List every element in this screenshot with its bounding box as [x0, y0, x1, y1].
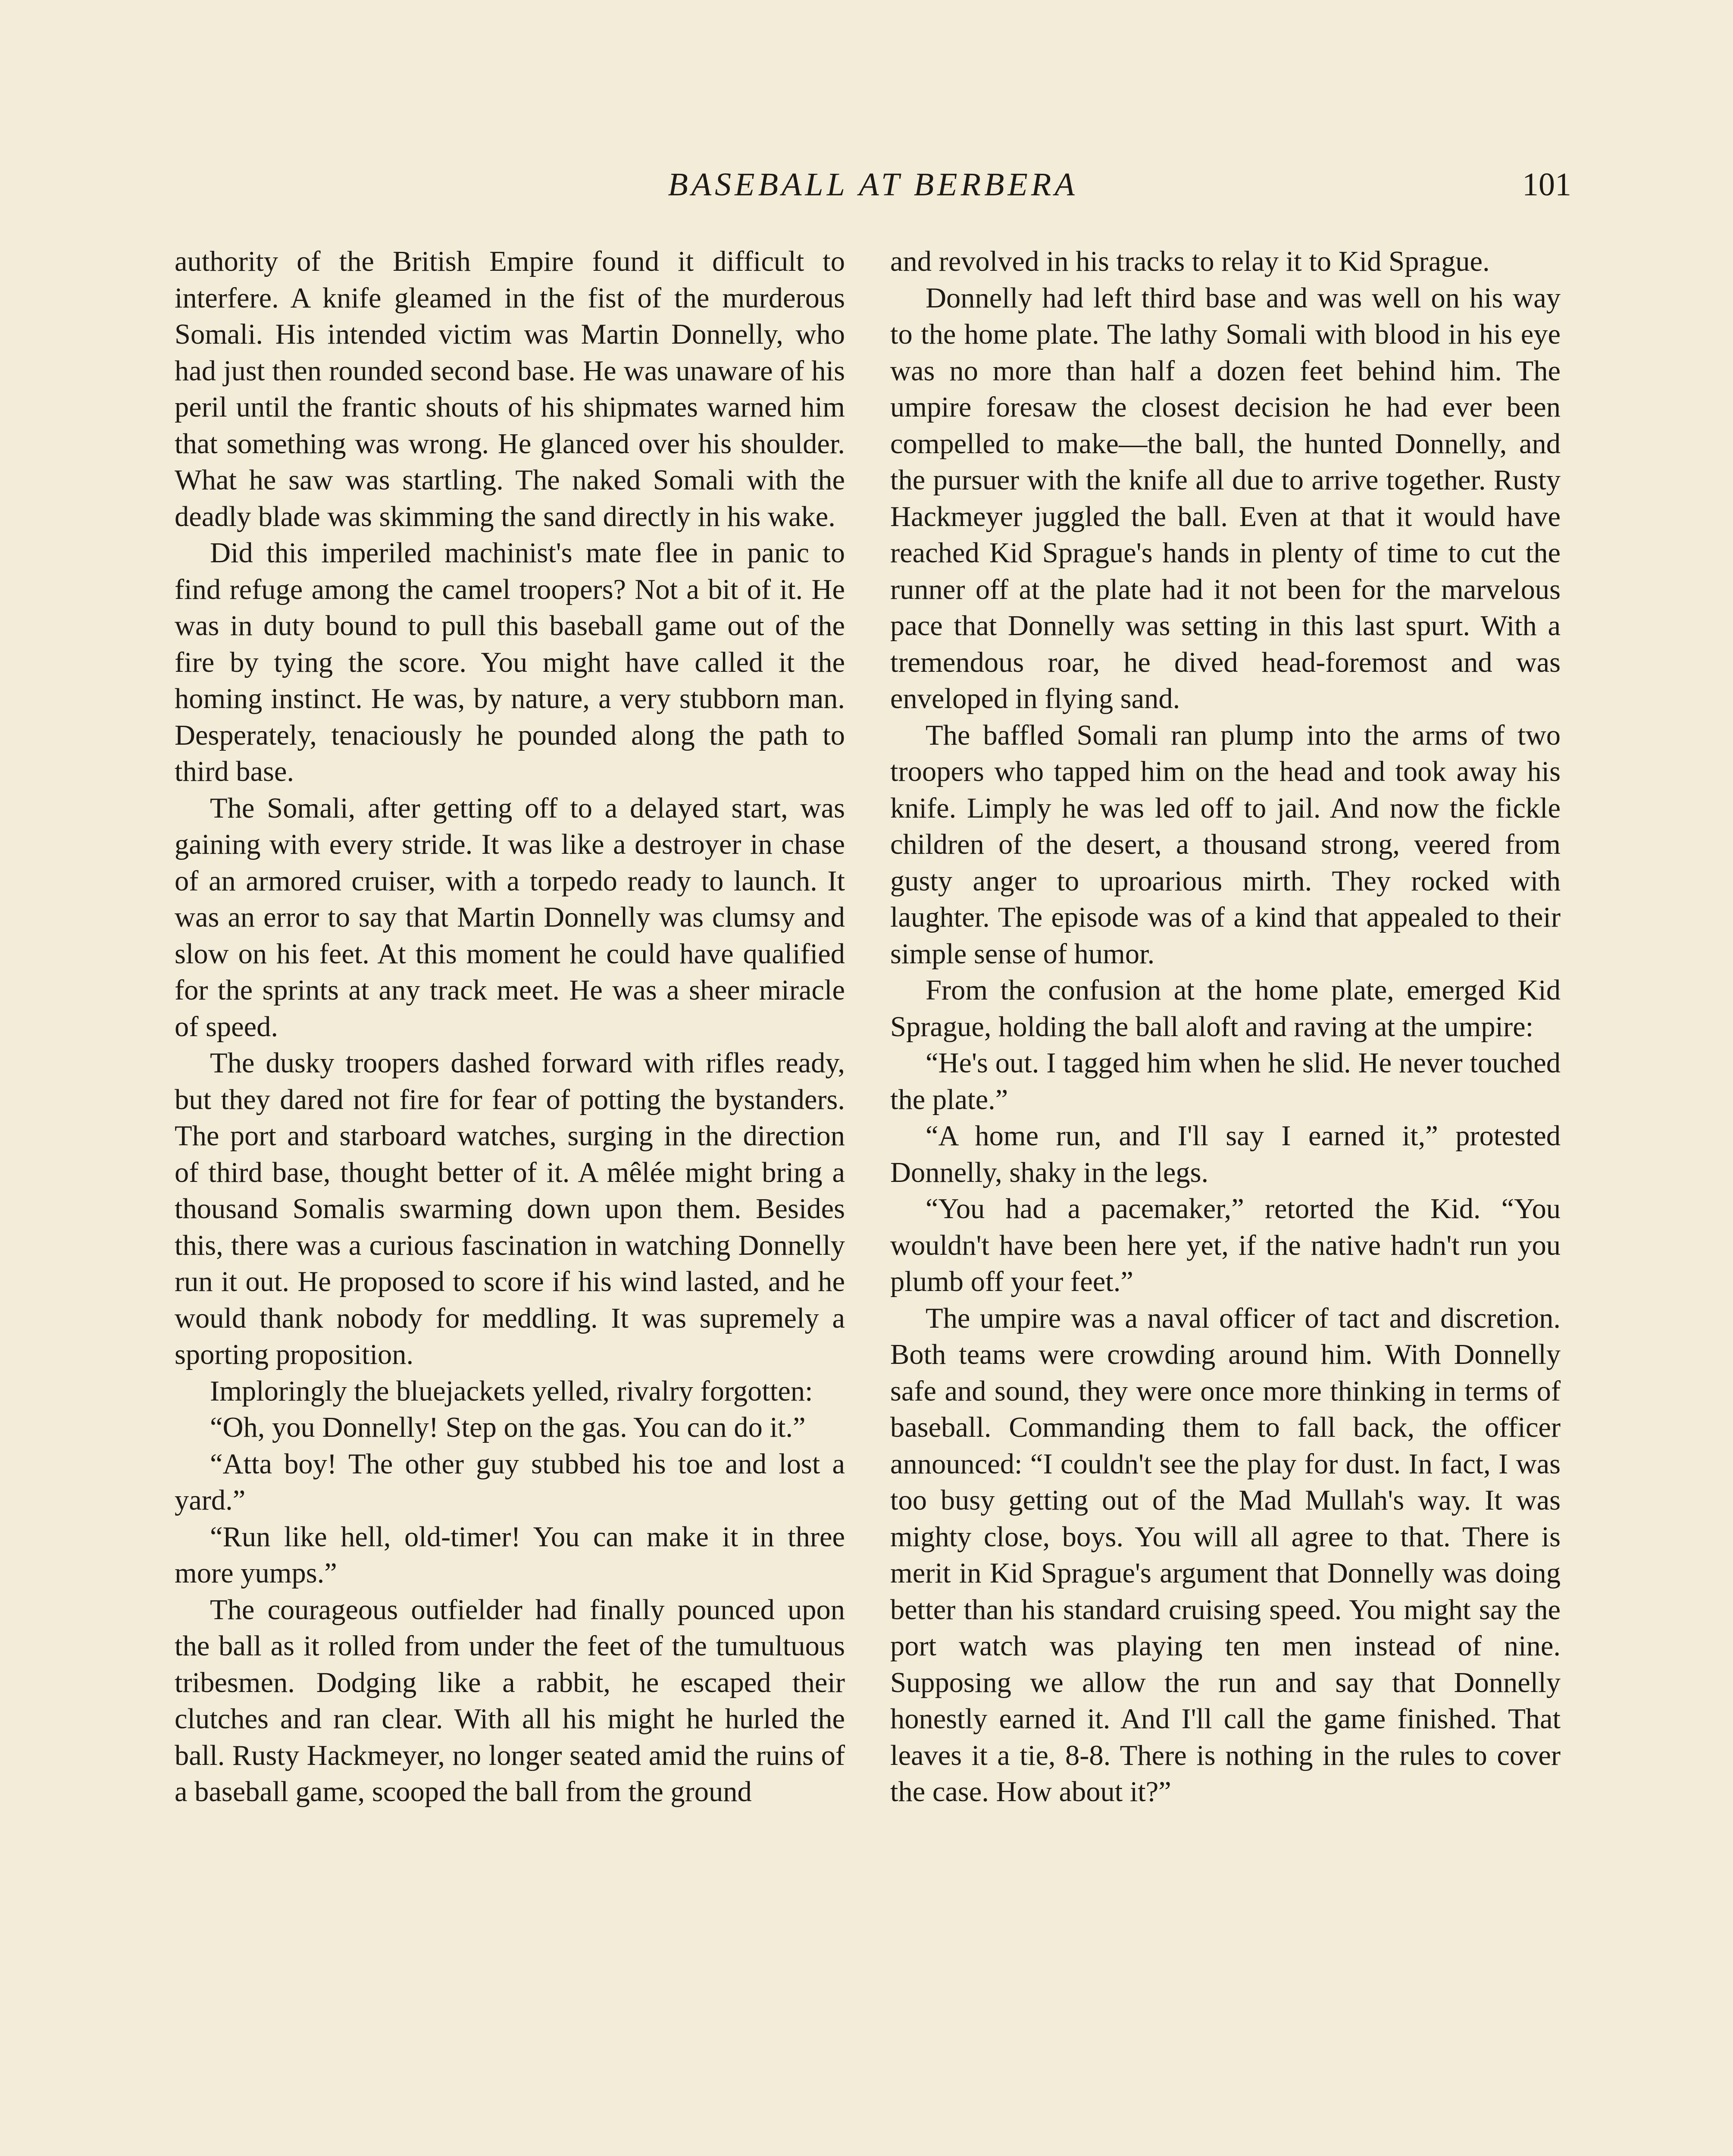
paragraph: “A home run, and I'll say I earned it,” protested Donnelly, shaky in the legs. [890, 1120, 1561, 1188]
paragraph: “Oh, you Donnelly! Step on the gas. You can do it.” [210, 1412, 806, 1443]
paragraph: “Run like hell, old-timer! You can make it in three more yumps.” [175, 1521, 845, 1589]
paragraph: Did this imperiled machinist's mate flee in panic to find refuge among the camel troopers? Not a bit of it. He was in duty bound to pull this baseball game out of the fire by tying the score. You might have called it the homing instinct. He was, by nature, a very stubborn man. Desperately, tenaciously he pounded along the path to third base. [175, 537, 845, 787]
left-column [175, 244, 845, 1811]
paragraph: Donnelly had left third base and was well on his way to the home plate. The lathy Somali with blood in his eye was no more than half a dozen feet behind him. The umpire foresaw the closest decision he had ever been compelled to make—the ball, the hunted Donnelly, and the pursuer with the knife all due to arrive together. Rusty Hackmeyer juggled the ball. Even at that it would have reached Kid Sprague's hands in plenty of time to cut the runner off at the plate had it not been for the marvelous pace that Donnelly was setting in this last spurt. With a tremendous roar, he dived head-foremost and was enveloped in flying sand. [890, 282, 1561, 714]
paragraph: The Somali, after getting off to a delayed start, was gaining with every stride. It was like a destroyer in chase of an armored cruiser, with a torpedo ready to launch. It was an error to say that Martin Donnelly was clumsy and slow on his feet. At this moment he could have qualified for the sprints at any track meet. He was a sheer miracle of speed. [175, 792, 845, 1043]
paragraph: The umpire was a naval officer of tact and discretion. Both teams were crowding around him. With Donnelly safe and sound, they were once more thinking in terms of baseball. Commanding them to fall back, the officer announced: “I couldn't see the play for dust. In fact, I was too busy getting out of the Mad Mullah's way. It was mighty close, boys. You will all agree to that. There is merit in Kid Sprague's argument that Donnelly was doing better than his standard cruising speed. You might say the port watch was playing ten men instead of nine. Supposing we allow the run and say that Donnelly honestly earned it. And I'll call the game finished. That leaves it a tie, 8-8. There is nothing in the rules to cover the case. How about it?” [890, 1302, 1561, 1808]
page-header [175, 166, 1571, 213]
running-head: BASEBALL AT BERBERA [668, 166, 1078, 203]
right-column [890, 244, 1561, 1811]
paragraph: authority of the British Empire found it difficult to interfere. A knife gleamed in the fist of the murderous Somali. His intended victim was Martin Donnelly, who had just then rounded second base. He was unaware of his peril until the frantic shouts of his shipmates warned him that something was wrong. He glanced over his shoulder. What he saw was startling. The naked Somali with the deadly blade was skimming the sand directly in his wake. [175, 246, 845, 533]
page-number: 101 [1522, 166, 1571, 203]
paragraph: From the confusion at the home plate, emerged Kid Sprague, holding the ball aloft and raving at the umpire: [890, 975, 1561, 1043]
paragraph: Imploringly the bluejackets yelled, rivalry forgotten: [210, 1375, 813, 1407]
paragraph: “Atta boy! The other guy stubbed his toe and lost a yard.” [175, 1448, 845, 1516]
paragraph: and revolved in his tracks to relay it to Kid Sprague. [890, 246, 1490, 277]
paragraph: The baffled Somali ran plump into the arms of two troopers who tapped him on the head and took away his knife. Limply he was led off to jail. And now the fickle children of the desert, a thousand strong, veered from gusty anger to uproarious mirth. They rocked with laughter. The episode was of a kind that appealed to their simple sense of humor. [890, 719, 1561, 970]
paragraph: The dusky troopers dashed forward with rifles ready, but they dared not fire for fear of potting the bystanders. The port and starboard watches, surging in the direction of third base, thought better of it. A mêlée might bring a thousand Somalis swarming down upon them. Besides this, there was a curious fascination in watching Donnelly run it out. He proposed to score if his wind lasted, and he would thank nobody for meddling. It was supremely a sporting proposition. [175, 1047, 845, 1370]
paragraph: “You had a pacemaker,” retorted the Kid. “You wouldn't have been here yet, if the native hadn't run you plumb off your feet.” [890, 1193, 1561, 1297]
paragraph: The courageous outfielder had finally pounced upon the ball as it rolled from under the feet of the tumultuous tribesmen. Dodging like a rabbit, he escaped their clutches and ran clear. With all his might he hurled the ball. Rusty Hackmeyer, no longer seated amid the ruins of a baseball game, scooped the ball from the ground [175, 1594, 845, 1808]
paragraph: “He's out. I tagged him when he slid. He never touched the plate.” [890, 1047, 1561, 1116]
